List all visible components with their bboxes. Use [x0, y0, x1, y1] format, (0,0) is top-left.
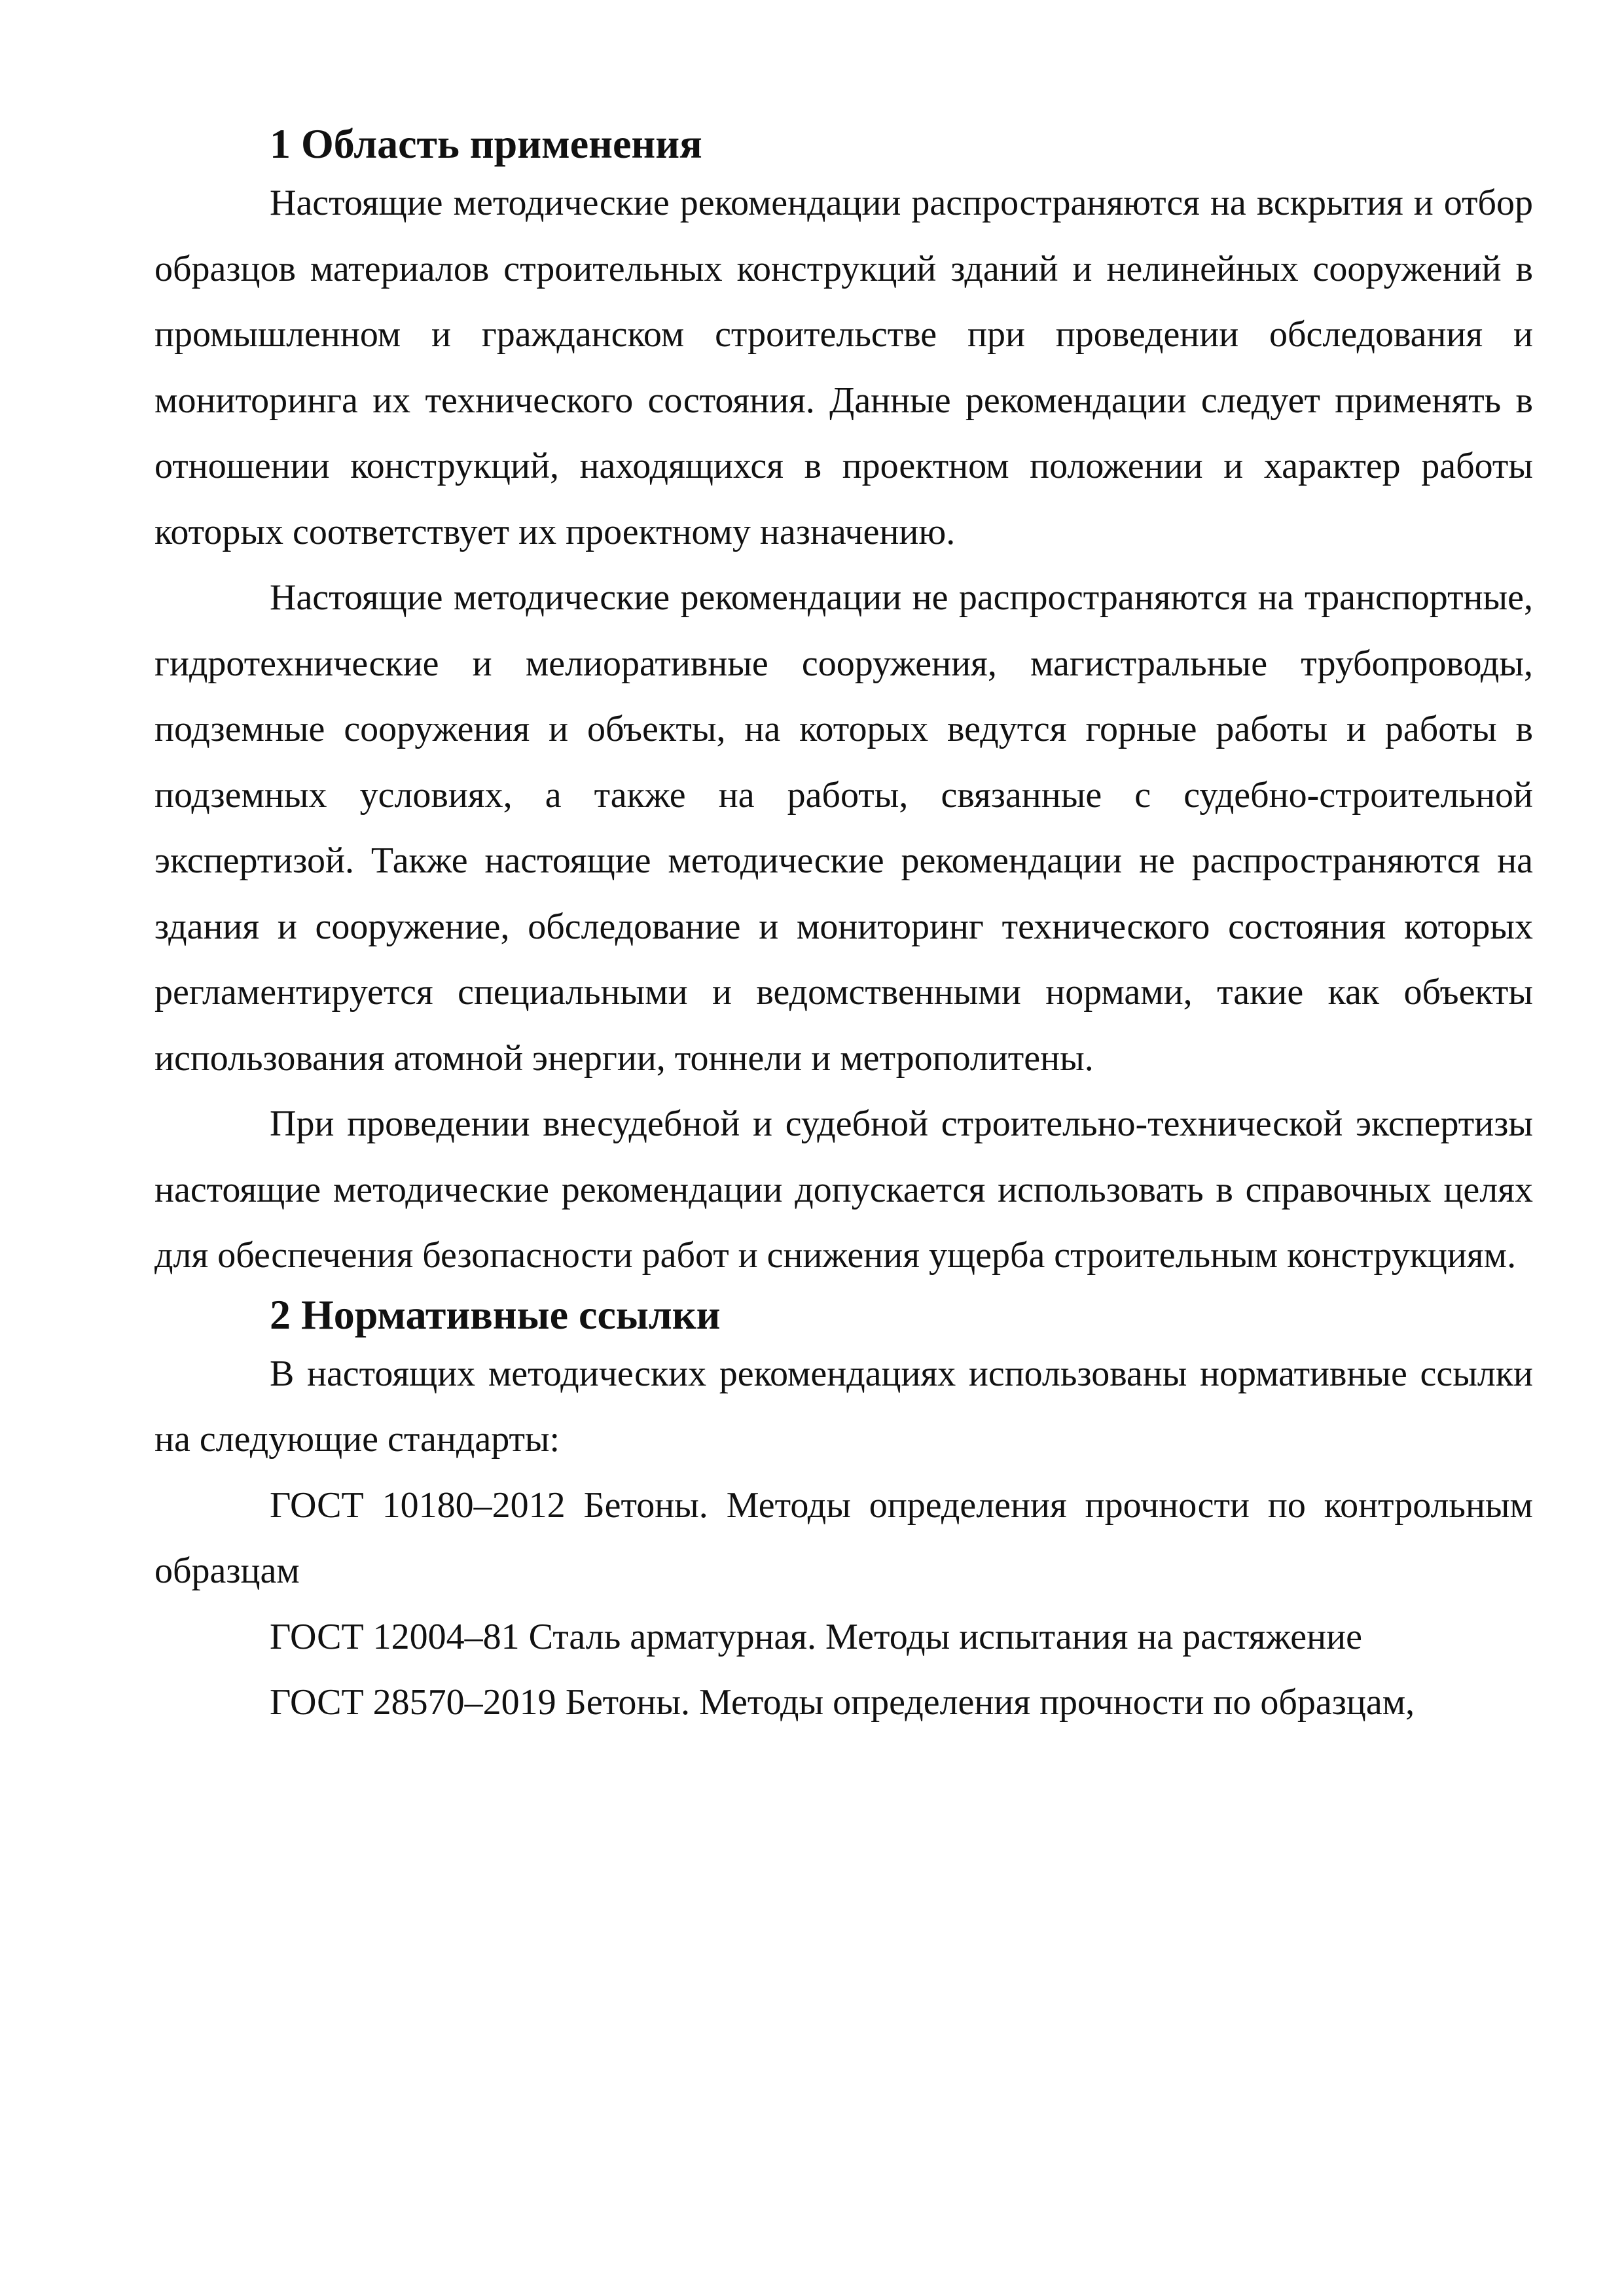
section-1-paragraph-1: Настоящие методические рекомендации распространяются на вскрытия и отбор образцов материалов строительных конструкций зданий и нелинейных сооружений в промышленном и гражданском строительстве при проведении обследования и мониторинга их технического состояния. Данные рекомендации следует применять в отношении конструкций, находящихся в проектном положении и характер работы которых соответствует их проектному назначению.	[154, 183, 1533, 552]
section-1-paragraph-3: При проведении внесудебной и судебной строительно-технической экспертизы настоящие методические рекомендации допускается использовать в справочных целях для обеспечения безопасности работ и снижения ущерба строительным конструкциям.	[154, 1103, 1533, 1276]
standard-reference-gost-12004: ГОСТ 12004–81 Сталь арматурная. Методы испытания на растяжение	[270, 1616, 1362, 1657]
section-1-title: 1 Область применения	[270, 120, 702, 167]
standard-reference-gost-10180: ГОСТ 10180–2012 Бетоны. Методы определения прочности по контрольным образцам	[154, 1484, 1533, 1591]
standard-reference-gost-28570: ГОСТ 28570–2019 Бетоны. Методы определения прочности по образцам,	[270, 1682, 1415, 1723]
document-body	[154, 118, 1533, 1736]
section-2-paragraph-1: В настоящих методических рекомендациях использованы нормативные ссылки на следующие стандарты:	[154, 1353, 1533, 1460]
section-1-paragraph-2: Настоящие методические рекомендации не распространяются на транспортные, гидротехнические и мелиоративные сооружения, магистральные трубопроводы, подземные сооружения и объекты, на которых ведутся горные работы и работы в подземных условиях, а также на работы, связанные с судебно-строительной экспертизой. Также настоящие методические рекомендации не распространяются на здания и сооружение, обследование и мониторинг технического состояния которых регламентируется специальными и ведомственными нормами, такие как объекты использования атомной энергии, тоннели и метрополитены.	[154, 577, 1533, 1079]
section-2-title: 2 Нормативные ссылки	[270, 1291, 721, 1338]
